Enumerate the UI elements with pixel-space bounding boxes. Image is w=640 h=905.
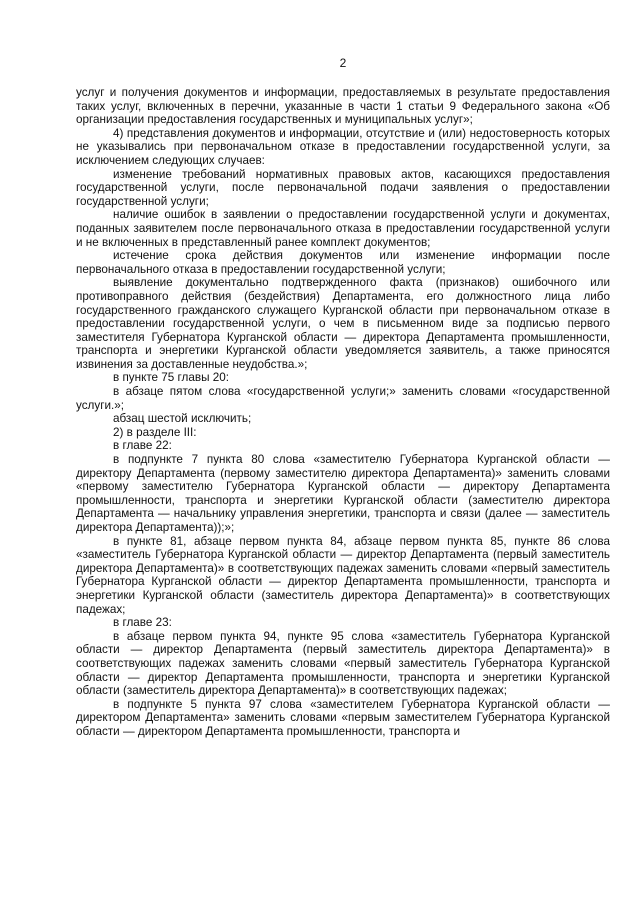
paragraph-continuation: услуг и получения документов и информации, предоставляемых в результате предоставления таких услуг, включенных в перечни, указанные в части 1 статьи 9 Федерального закона «Об организации предоставления государственных и муниципальных услуг»;	[76, 86, 610, 127]
paragraph-case-department-error: выявление документально подтвержденного факта (признаков) ошибочного или противоправного действия (бездействия) Департамента, его должностного лица либо государственного гражданского служащего Курганской области при первоначальном отказе в предоставлении государственной услуги, о чем в письменном виде за подписью первого заместителя Губернатора Курганской области — директора Департамента промышленности, транспорта и энергетики Курганской области уведомляется заявитель, а также приносятся извинения за доставленные неудобства.»;	[76, 276, 610, 371]
paragraph-chapter-22: в главе 22:	[113, 439, 172, 453]
document-body	[76, 86, 610, 739]
paragraph-fifth-subparagraph: в абзаце пятом слова «государственной услуги;» заменить словами «государственной услуги.»;	[76, 385, 610, 412]
page-number: 2	[339, 56, 347, 70]
paragraph-point-81: в пункте 81, абзаце первом пункта 84, абзаце первом пункта 85, пункте 86 слова «заместитель Губернатора Курганской области — директор Департамента (первый заместитель директора Департамента)» в соответствующих падежах заменить словами «первый заместитель Губернатора Курганской области — директор Департамента промышленности, транспорта и энергетики Курганской области (заместитель директора Департамента)» в соответствующих падежах;	[76, 534, 610, 616]
paragraph-chapter-23: в главе 23:	[113, 616, 172, 630]
paragraph-case-requirements-change: изменение требований нормативных правовых актов, касающихся предоставления государственной услуги, после первоначальной подачи заявления о предоставлении государственной услуги;	[76, 167, 610, 208]
paragraph-sixth-subparagraph: абзац шестой исключить;	[113, 412, 252, 426]
paragraph-point-75: в пункте 75 главы 20:	[113, 371, 229, 385]
paragraph-case-document-expiry: истечение срока действия документов или изменение информации после первоначального отказа в предоставлении государственной услуги;	[76, 249, 610, 276]
paragraph-point-94: в абзаце первом пункта 94, пункте 95 слова «заместитель Губернатора Курганской области — директор Департамента (первый заместитель директора Департамента)» в соответствующих падежах заменить словами «первый заместитель Губернатора Курганской области — директор Департамента промышленности, транспорта и энергетики Курганской области (заместитель директора Департамента)» в соответствующих падежах;	[76, 629, 610, 698]
paragraph-item-4: 4) представления документов и информации, отсутствие и (или) недостоверность которых не указывались при первоначальном отказе в предоставлении государственной услуги, за исключением следующих случаев:	[76, 126, 610, 167]
paragraph-section-3: 2) в разделе III:	[113, 425, 197, 439]
paragraph-point-80: в подпункте 7 пункта 80 слова «заместителю Губернатора Курганской области — директору Департамента (первому заместителю директора Департамента)» заменить словами «первому заместителю Губернатора Курганской области — директору Департамента промышленности, транспорта и энергетики Курганской области (заместителю директора Департамента — начальнику управления энергетики, транспорта и связи (далее — заместитель директора Департамента));»;	[76, 453, 610, 534]
paragraph-case-application-errors: наличие ошибок в заявлении о предоставлении государственной услуги и документах, поданных заявителем после первоначального отказа в предоставлении государственной услуги и не включенных в представленный ранее комплект документов;	[76, 208, 610, 249]
paragraph-point-97: в подпункте 5 пункта 97 слова «заместителем Губернатора Курганской области — директором Департамента» заменить словами «первым заместителем Губернатора Курганской области — директором Департамента промышленности, транспорта и	[76, 697, 610, 738]
